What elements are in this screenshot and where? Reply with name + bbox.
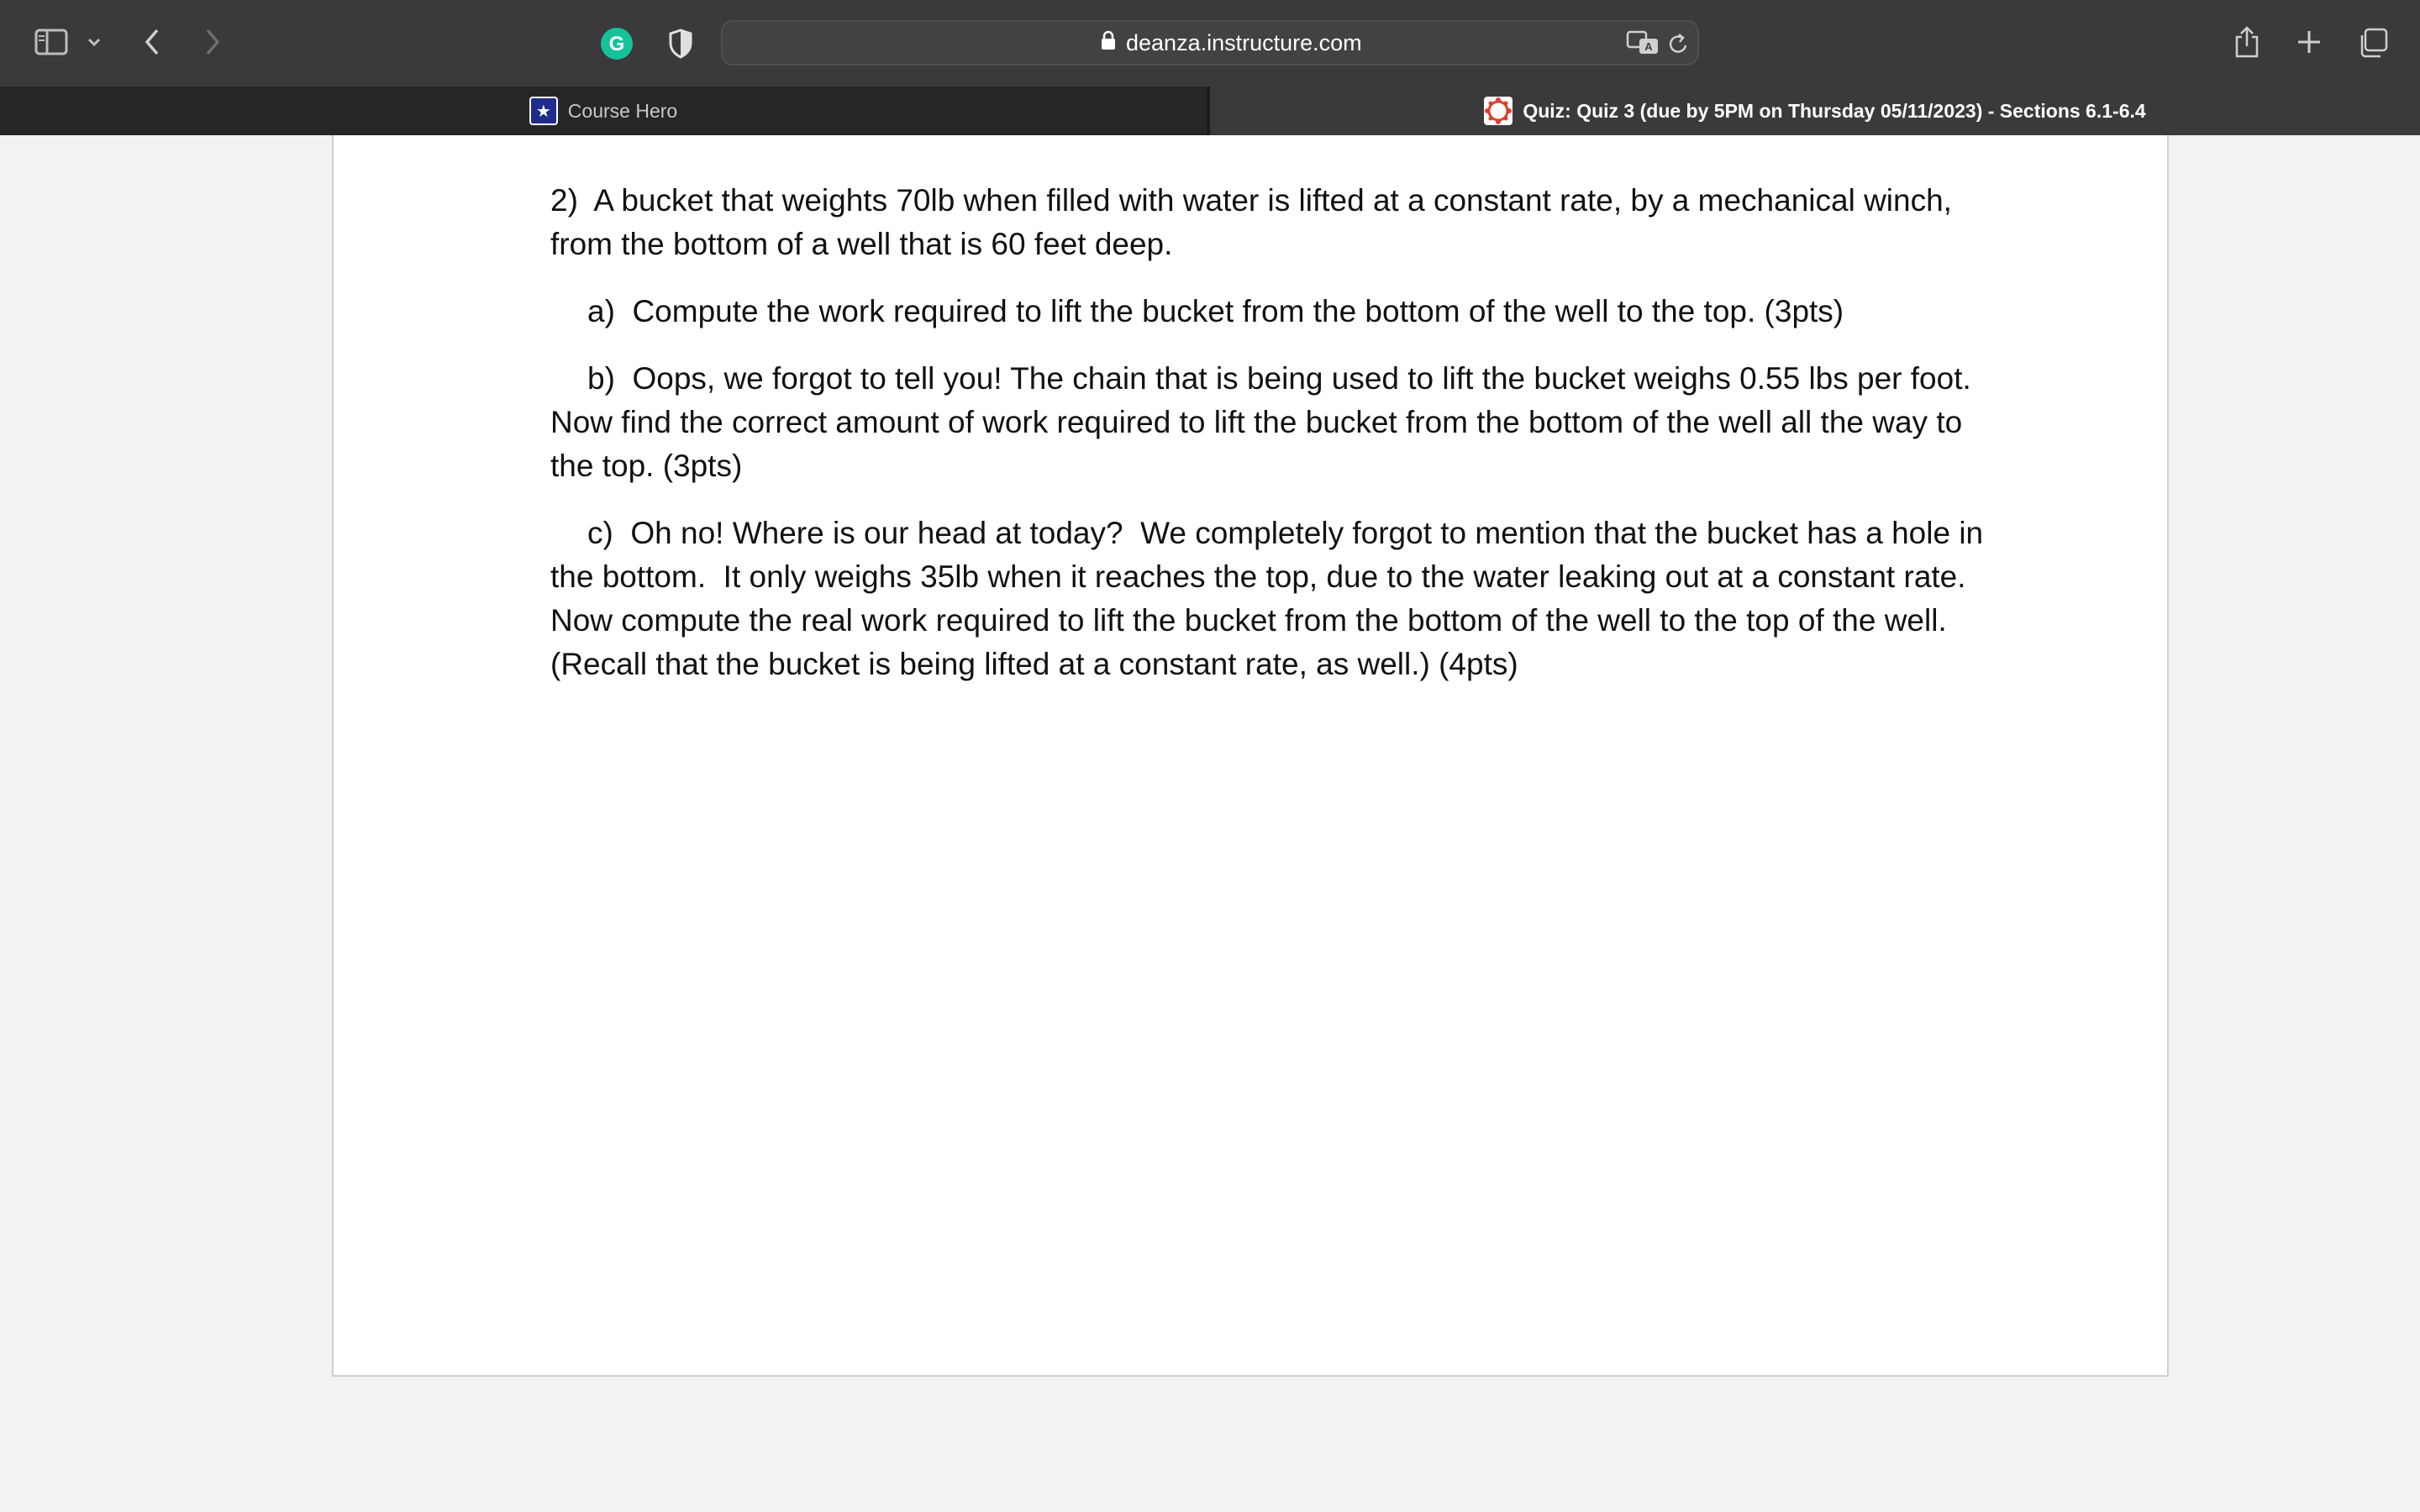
sidebar-icon[interactable] (32, 25, 71, 59)
svg-text:G: G (608, 33, 625, 55)
translate-icon[interactable] (1625, 27, 1660, 59)
url-display[interactable] (1101, 26, 1362, 60)
part-c-text: c) Oh no! Where is our head at today? We completely forgot to mention that the bucket has a hole in the bottom. It only weighs 35lb when it reaches the top, due to the water leaking out at a constant rate. Now compute the real work required to lift the bucket from the bottom of the well to the top of the well. (Recall that the bucket is being lifted at a constant rate, as well.) (4pts) (550, 516, 1992, 681)
reload-icon[interactable] (1665, 29, 1692, 59)
part-a-text: a) Compute the work required to lift the bucket from the bottom of the well to the top. (3pts) (587, 294, 1844, 328)
lock-icon (1101, 26, 1116, 60)
url-text: deanza.instructure.com (1126, 30, 1362, 55)
document-page (332, 135, 2169, 1377)
tab-title: Course Hero (567, 99, 678, 122)
tab-course-hero[interactable] (0, 87, 1207, 135)
tab-title: Quiz: Quiz 3 (due by 5PM on Thursday 05/11/2023) - Sections 6.1-6.4 (1523, 99, 2146, 122)
grammarly-icon[interactable] (600, 27, 634, 60)
back-icon[interactable] (139, 25, 165, 59)
tab-overview-icon[interactable] (2354, 25, 2391, 60)
new-tab-icon[interactable] (2292, 25, 2326, 59)
quiz-question (550, 179, 1996, 710)
browser-toolbar (0, 0, 2420, 87)
privacy-shield-icon[interactable] (664, 27, 697, 60)
tab-bar (0, 87, 2420, 135)
svg-text:A: A (1644, 40, 1653, 53)
course-hero-logo-icon: ★ (529, 97, 558, 125)
forward-icon[interactable] (200, 25, 225, 59)
canvas-logo-icon (1484, 97, 1512, 125)
part-b-text: b) Oops, we forgot to tell you! The chain that is being used to lift the bucket weighs 0.55 lbs per foot. Now find the correct amount of work required to lift the bucket from the bottom of the well all the way to the top. (3pts) (550, 361, 1981, 483)
question-text: 2) A bucket that weights 70lb when filled with water is lifted at a constant rate, by a mechanical winch, from the bottom of a well that is 60 feet deep. (550, 183, 1961, 261)
chevron-down-icon[interactable] (84, 32, 104, 52)
tab-quiz[interactable] (1210, 87, 2420, 135)
share-icon[interactable] (2230, 24, 2264, 60)
